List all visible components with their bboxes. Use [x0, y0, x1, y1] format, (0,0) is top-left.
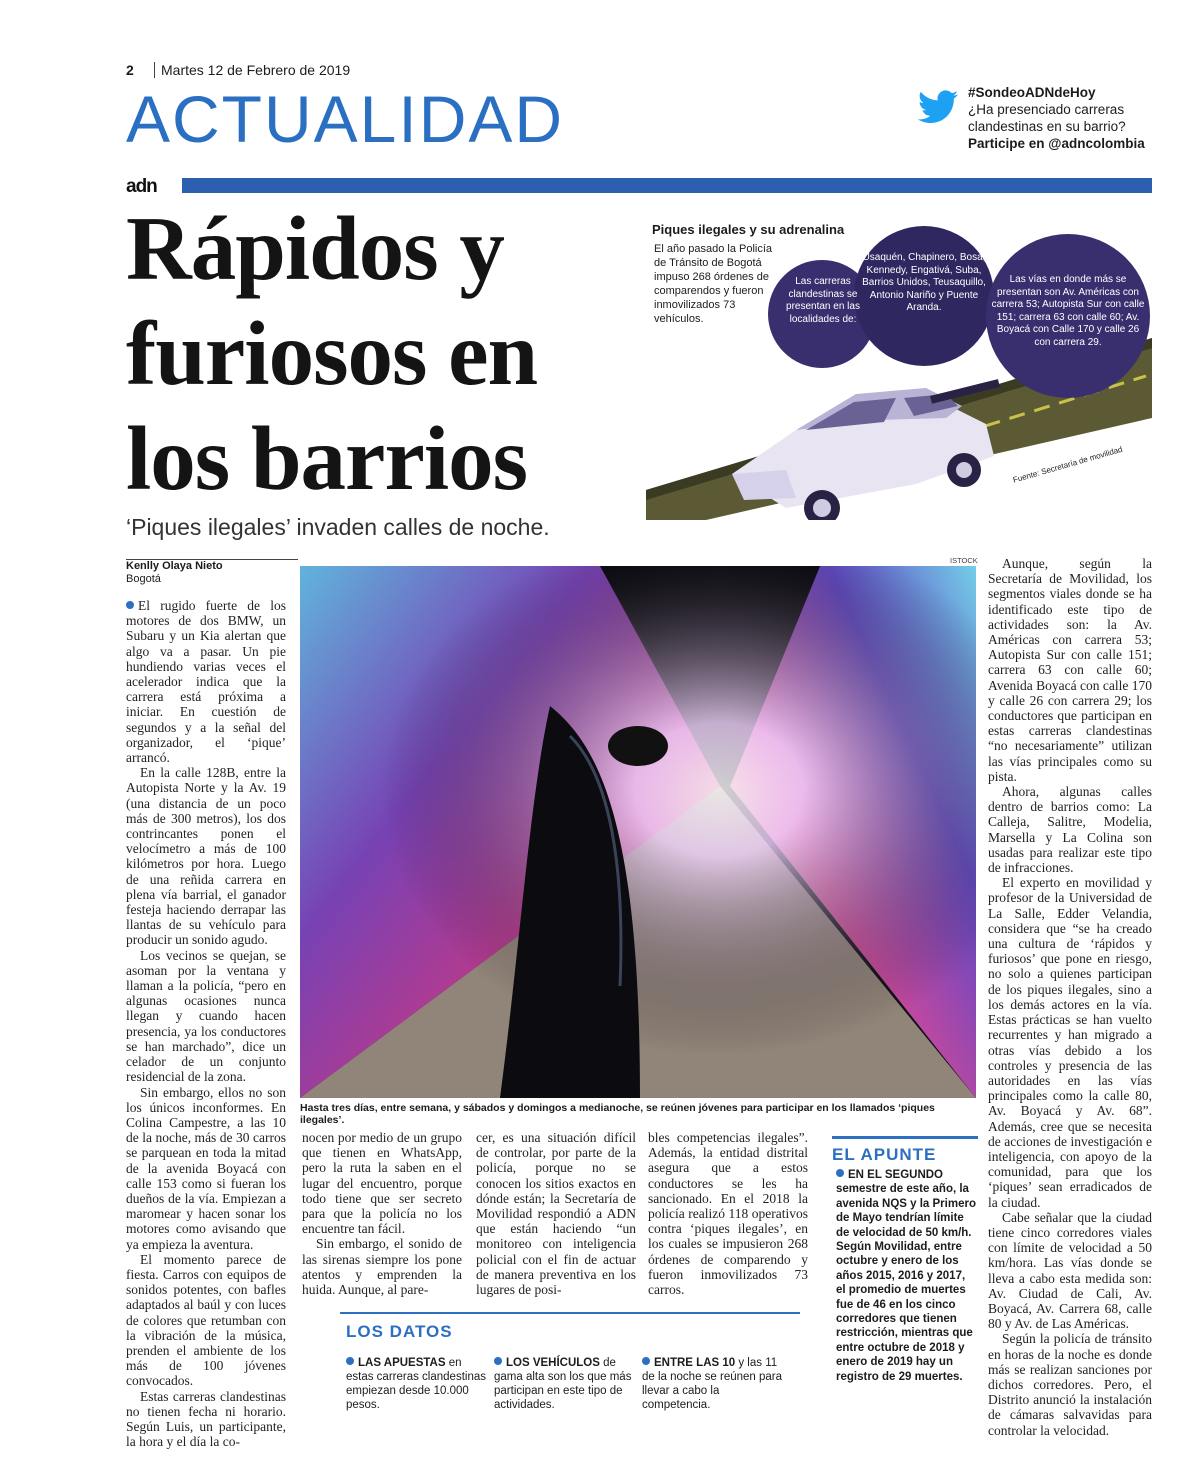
dato-item: LOS VEHÍCULOS de gama alta son los que más participan en este tipo de actividades. — [494, 1357, 632, 1411]
article-paragraph: Según la policía de tránsito en horas de la noche es donde más se realizan sanciones por dichos corredores. Pero, el Distrito anunció la instalación de cámaras salvavidas para controlar la velocidad. — [988, 1331, 1152, 1438]
article-column-3 — [476, 1130, 636, 1297]
headline: Rápidos y furiosos en los barrios — [126, 198, 538, 509]
twitter-poll — [968, 84, 1178, 152]
bullet-icon — [494, 1357, 502, 1365]
twitter-question: ¿Ha presenciado carreras clandestinas en su barrio? — [968, 102, 1126, 134]
apunte-title: EL APUNTE — [832, 1136, 978, 1165]
article-paragraph: Los vecinos se quejan, se asoman por la ventana y llaman a la policía, “pero en algunas ocasiones nunca llegan y cuando hacen presencia, ya los conductores se han marchado”, dice un celador de un conjunto residencial de la zona. — [126, 947, 286, 1085]
dato-item: LAS APUESTAS en estas carreras clandestinas empiezan desde 10.000 pesos. — [346, 1357, 486, 1411]
twitter-hashtag[interactable]: #SondeoADNdeHoy — [968, 85, 1096, 100]
twitter-icon — [918, 90, 958, 124]
bullet-icon — [836, 1169, 844, 1177]
bubble-text-intro: Las carreras clandestinas se presentan en las localidades de: — [786, 276, 860, 325]
bullet-icon — [126, 601, 134, 609]
photo-credit: ISTOCK — [950, 556, 978, 565]
brand-bar — [182, 178, 1152, 193]
dato-item: ENTRE LAS 10 y las 11 de la noche se reúnen para llevar a cabo la competencia. — [642, 1357, 783, 1411]
article-column-1 — [126, 598, 286, 1449]
photo-caption: Hasta tres días, entre semana, y sábados y domingos a medianoche, se reúnen jóvenes para participar en los llamados ‘piques ilegales’. — [300, 1102, 935, 1126]
article-paragraph: En la calle 128B, entre la Autopista Norte y la Av. 19 (una distancia de un poco más de 300 metros), los dos contrincantes ponen el velocímetro a más de 100 kilómetros por hora. Luego de una reñida carrera en plena vía barrial, el ganador festeja haciendo derrapar las llantas de su vehículo para producir un sonido agudo. — [126, 765, 286, 948]
subhead: ‘Piques ilegales’ invaden calles de noche. — [126, 514, 550, 540]
article-paragraph: Aunque, según la Secretaría de Movilidad, los segmentos viales donde se ha identificado este tipo de actividades son: la Av. Américas con carrera 53; Autopista Sur con calle 151; carrera 63 con calle 60; Avenida Boyacá con calle 170 y calle 26 con carrera 29; los conductores que participan en estas carreras clandestinas “no necesariamente” utilizan las vías principales como su pista. — [988, 556, 1152, 784]
article-paragraph: El momento parece de fiesta. Carros con equipos de sonidos potentes, con bafles adaptados al baúl y con luces de colores que retumban con la vibración de la música, prenden el ambiente de los más de 100 jóvenes convocados. — [126, 1251, 286, 1389]
article-paragraph: Sin embargo, ellos no son los únicos inconformes. En Colina Campestre, a las 10 de la noche, más de 30 carros se parquean en toda la mitad de la avenida Boyacá con calle 153 como si fueran los dueños de la vía. Empiezan a maromear y hacen sonar los motores como avisando que ya empieza la aventura. — [126, 1084, 286, 1252]
apunte-text: EN EL SEGUNDO semestre de este año, la avenida NQS y la Primero de Mayo tendrían límite de velocidad de 50 km/h. Según Movilidad, entre octubre y enero de los años 2015, 2016 y 2017, el promedio de muertes fue de 46 en los cinco corredores que tienen restricción, mientras que entre octubre de 2018 y enero de 2019 hay un registro de 29 muertes. — [836, 1169, 976, 1383]
datos-title: LOS DATOS — [346, 1322, 453, 1341]
article-paragraph: Ahora, algunas calles dentro de barrios como: La Calleja, Salitre, Modelia, Marsella y La Colina son usadas para realizar este tipo de infracciones. — [988, 784, 1152, 876]
bullet-icon — [346, 1357, 354, 1365]
article-column-4 — [648, 1130, 808, 1297]
infographic-title: Piques ilegales y su adrenalina — [652, 222, 845, 237]
article-column-5 — [988, 556, 1152, 1438]
page-date: Martes 12 de Febrero de 2019 — [154, 62, 350, 78]
infographic-source: Fuente: Secretaría de movilidad — [1012, 444, 1124, 485]
twitter-cta[interactable]: Participe en @adncolombia — [968, 136, 1145, 151]
article-paragraph: Cabe señalar que la ciudad tiene cinco corredores viales con límite de velocidad a 50 km/hora. Las vías donde se lleva a cabo esta medida son: Av. Ciudad de Cali, Av. Boyacá, Av. Carrera 68, calle 80 y Av. de Las Américas. — [988, 1209, 1152, 1332]
author: Kenlly Olaya Nieto — [126, 560, 223, 572]
article-paragraph: El experto en movilidad y profesor de la Universidad de La Salle, Edder Velandia, considera que “se ha creado una cultura de ‘rápidos y furiosos’ que pone en riesgo, no solo a quienes participan de los piques ilegales, sino a los demás actores en la vía. Estas prácticas se han vuelto recurrentes y han migrado a otras vías debido a los controles y presencia de las autoridades en las vías principales como la calle 80, Av. Boyacá y Av. 68”. Además, cree que se necesita de acciones de investigación e inteligencia, con apoyo de la comunidad, para que los ‘piques’ sean erradicados de la ciudad. — [988, 875, 1152, 1210]
bubble-text-localidades: Usaquén, Chapinero, Bosa, Kennedy, Engativá, Suba, Barrios Unidos, Teusaquillo, Antonio Nariño y Puente Aranda. — [862, 252, 986, 313]
page-number: 2 — [126, 62, 134, 78]
article-paragraph: El rugido fuerte de los motores de dos BMW, un Subaru y un Kia alertan que algo va a pasar. Un pie hundiendo varias veces el acelerador indica que la carrera está próxima a iniciar. En cuestión de segundos y a la señal del organizador, el ‘pique’ arrancó. — [126, 598, 286, 766]
article-paragraph: Estas carreras clandestinas no tienen fecha ni horario. Según Luis, un participante, la hora y el día la co- — [126, 1388, 286, 1450]
article-paragraph: cer, es una situación difícil de controlar, por parte de la policía, porque no se conocen los sitios exactos en dónde están; la Secretaría de Movilidad respondió a ADN que están haciendo “un monitoreo con inteligencia policial con el fin de actuar de manera preventiva en los lugares de posi- — [476, 1130, 636, 1298]
article-paragraph: Sin embargo, el sonido de las sirenas siempre los pone atentos y emprenden la huida. Aunque, al pare- — [302, 1236, 462, 1298]
bubble-text-vias: Las vías en donde más se presentan son Av. Américas con carrera 53; Autopista Sur con calle 151; carrera 63 con calle 60; Av. Boyacá con Calle 170 y calle 26 con carrera 29. — [991, 274, 1145, 348]
article-column-2 — [302, 1130, 462, 1297]
datos-rule — [340, 1312, 800, 1314]
adn-logo: adn — [126, 176, 157, 197]
section-title: ACTUALIDAD — [126, 82, 565, 156]
light-trails-image — [300, 566, 976, 1098]
author-city: Bogotá — [126, 573, 161, 585]
article-photo — [300, 566, 976, 1098]
infographic-intro: El año pasado la Policía de Tránsito de Bogotá impuso 268 órdenes de comparendos y fueron inmovilizados 73 vehículos. — [654, 243, 773, 325]
article-paragraph: bles competencias ilegales”. Además, la entidad distrital asegura que a estos conductores se les ha sancionado. En el 2018 la policía realizó 118 operativos contra ‘piques ilegales’, en los cuales se impusieron 268 órdenes de comparendo y fueron inmovilizados 73 carros. — [648, 1130, 808, 1298]
bullet-icon — [642, 1357, 650, 1365]
article-paragraph: nocen por medio de un grupo que tienen en WhatsApp, pero la ruta la saben en el lugar del encuentro, porque todo tiene que ser secreto para que la policía no los encuentre tan fácil. — [302, 1130, 462, 1237]
